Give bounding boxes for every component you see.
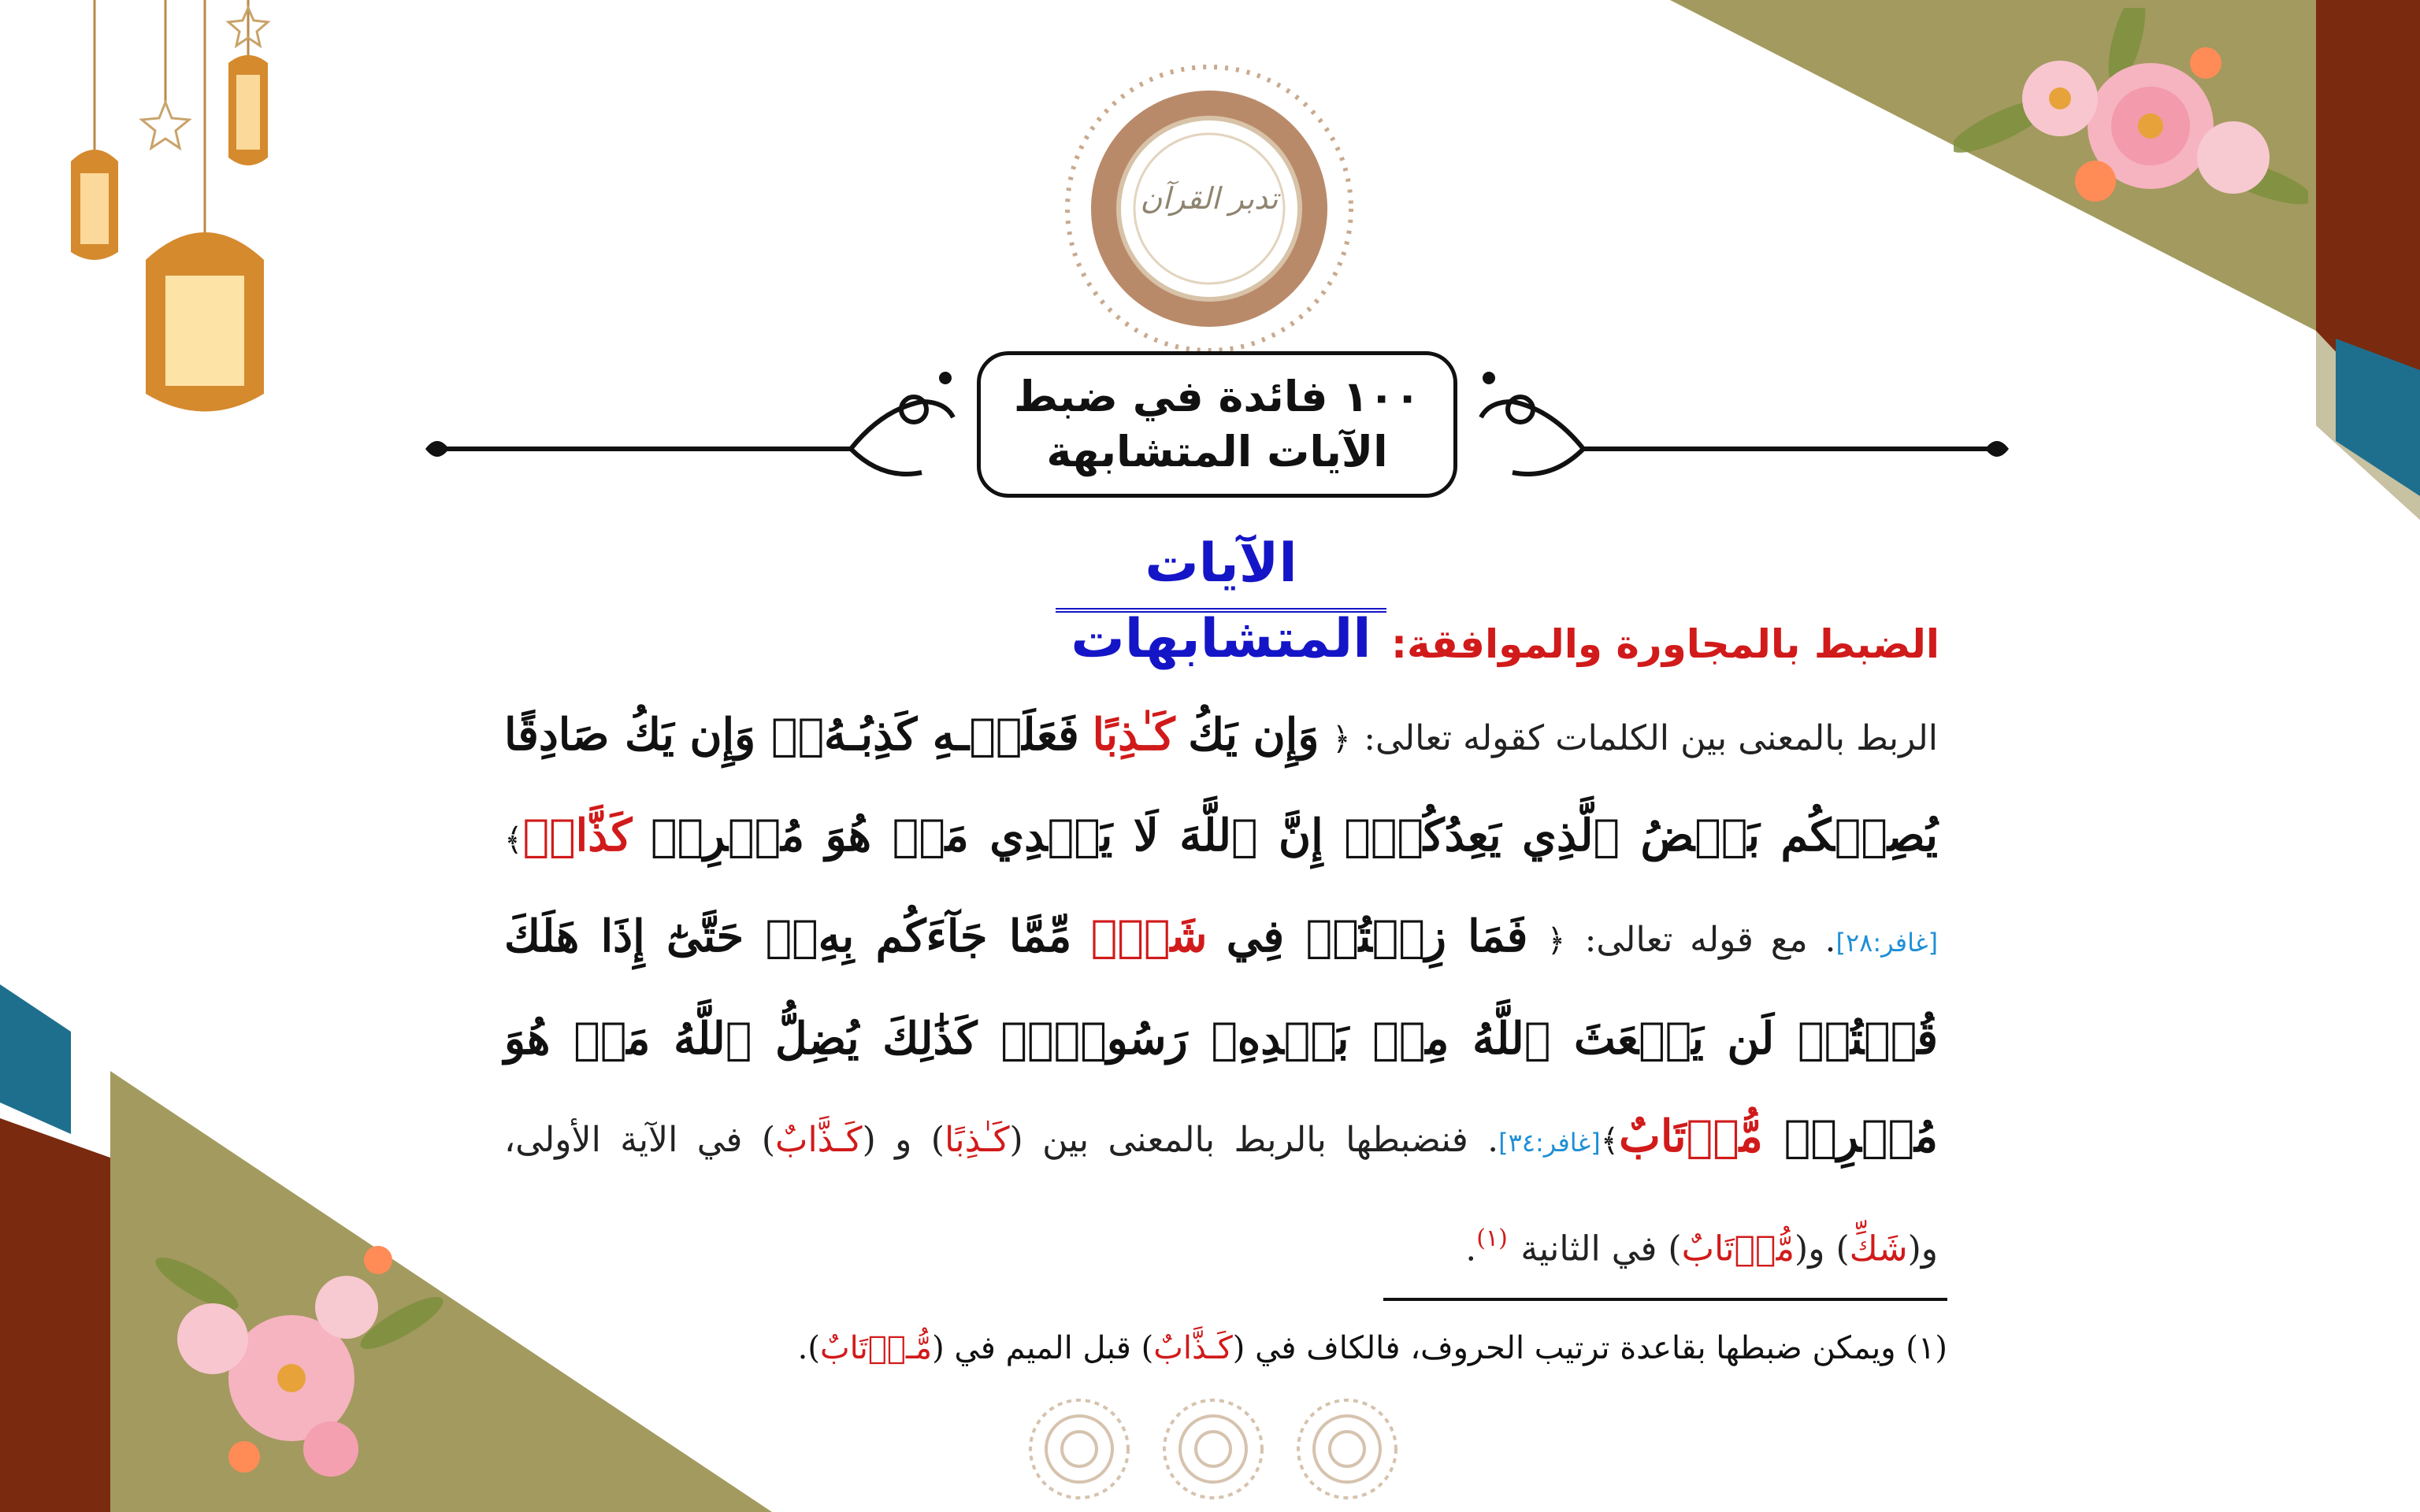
verse-close-bracket: ﴾ (1600, 1123, 1620, 1159)
flower-bouquet-icon (150, 1228, 449, 1496)
rosette-icon (1030, 1400, 1396, 1498)
verse2-highlight-2: مُّرۡتَابٌ (1619, 1110, 1763, 1162)
explain-part-d: ) و( (1795, 1228, 1850, 1269)
footnote-marker: (١) (1476, 1225, 1508, 1252)
verse2-part-b: مِّمَّا جَآءَكُم بِهِۦۖ حَتَّىٰٓ إِذَا هَلَكَ قُلۡتُمۡ لَن يَبۡعَثَ ٱللَّهُ مِنۢ بَعۡدِهِۦ رَسُولٗاۚ كَذَٰلِكَ يُضِلُّ ٱللَّهُ مَنۡ هُوَ مُسۡرِفٞ (504, 910, 1938, 1162)
verse1-highlight-2: كَذَّابٞ (522, 810, 633, 862)
body-paragraph (504, 687, 1938, 1297)
verse-open-bracket: ﴿ (1332, 721, 1351, 758)
header-ornament-right (1465, 362, 2025, 488)
verse2-highlight-1: شَكّٖ (1090, 910, 1208, 962)
explain-part-c: ) في الآية الأولى، و( (504, 1120, 1938, 1269)
verse1-highlight-1: كَـٰذِبًا (1092, 709, 1175, 761)
footnote-part-b: ) قبل الميم في ( (932, 1330, 1154, 1366)
explain-part-a: . فنضبطها بالربط بالمعنى بين ( (1009, 1120, 1499, 1160)
series-title-box (977, 351, 1457, 498)
footnote-part-c: ). (797, 1330, 820, 1366)
verse1-part-a: وَإِن يَكُ (1188, 709, 1319, 761)
footnote-highlight-1: كَـذَّابٌ (1153, 1330, 1233, 1366)
bottom-left-flowers (150, 1228, 449, 1496)
explain-highlight-1: كَـٰذِبًا (944, 1120, 1010, 1160)
verse1-part-b: فَعَلَيۡـهِ كَذِبُـهُۥۖ وَإِن يَكُ صَادِقًا يُصِبۡكُم بَعۡضُ ٱلَّذِي يَعِدُكُمۡۖ إِنَّ ٱللَّهَ لَا يَهۡدِي مَنۡ هُوَ مُسۡرِفٞ (504, 709, 1938, 862)
verse1-reference: [غافر:٢٨] (1835, 928, 1939, 958)
footnote-divider (1383, 1298, 1947, 1301)
series-title-line-2: الآيات المتشابهة (1046, 427, 1388, 476)
scroll-ornament-icon (1465, 362, 2025, 488)
explain-highlight-4: مُّرۡتَابٌ (1681, 1228, 1795, 1269)
verse2-reference: [غافر:٣٤] (1498, 1128, 1601, 1158)
top-right-flowers (1954, 8, 2308, 236)
connector-text: . مع قوله تعالى: (1584, 920, 1836, 960)
page-heading: الآيات المتشابهات (1056, 526, 1386, 613)
verse-close-bracket: ﴾ (504, 822, 523, 858)
flower-bouquet-icon (1954, 8, 2308, 236)
scroll-ornament-icon (410, 362, 969, 488)
top-left-lanterns (47, 0, 299, 441)
intro-text: الربط بالمعنى بين الكلمات كقوله تعالى: (1364, 718, 1939, 758)
bottom-rosettes (1024, 1394, 1402, 1504)
quran-logo (1063, 63, 1355, 354)
explain-part-b: ) و ( (862, 1120, 945, 1160)
logo-text: تدبر القرآن (1140, 181, 1279, 216)
explain-part-e: ) في الثانية (1520, 1228, 1682, 1269)
section-heading: الضبط بالمجاورة والموافقة: (1390, 621, 1939, 667)
footnote-highlight-2: مُّـرۡتَابٌ (819, 1330, 933, 1366)
footnote (798, 1323, 1947, 1373)
series-title-line-1: ١٠٠ فائدة في ضبط (1013, 372, 1421, 421)
explain-highlight-3: شَكِّ (1849, 1228, 1908, 1269)
explain-end: . (1465, 1228, 1477, 1269)
explain-highlight-2: كَـذَّابٌ (775, 1120, 863, 1160)
verse2-part-a: فَمَا زِلۡتُمۡ فِي (1226, 910, 1528, 962)
verse-open-bracket: ﴿ (1546, 923, 1566, 959)
footnote-part-a: (١) ويمكن ضبطها بقاعدة ترتيب الحروف، فالكاف في ( (1232, 1330, 1947, 1366)
header-ornament-left (410, 362, 969, 488)
lantern-icon (71, 55, 268, 412)
